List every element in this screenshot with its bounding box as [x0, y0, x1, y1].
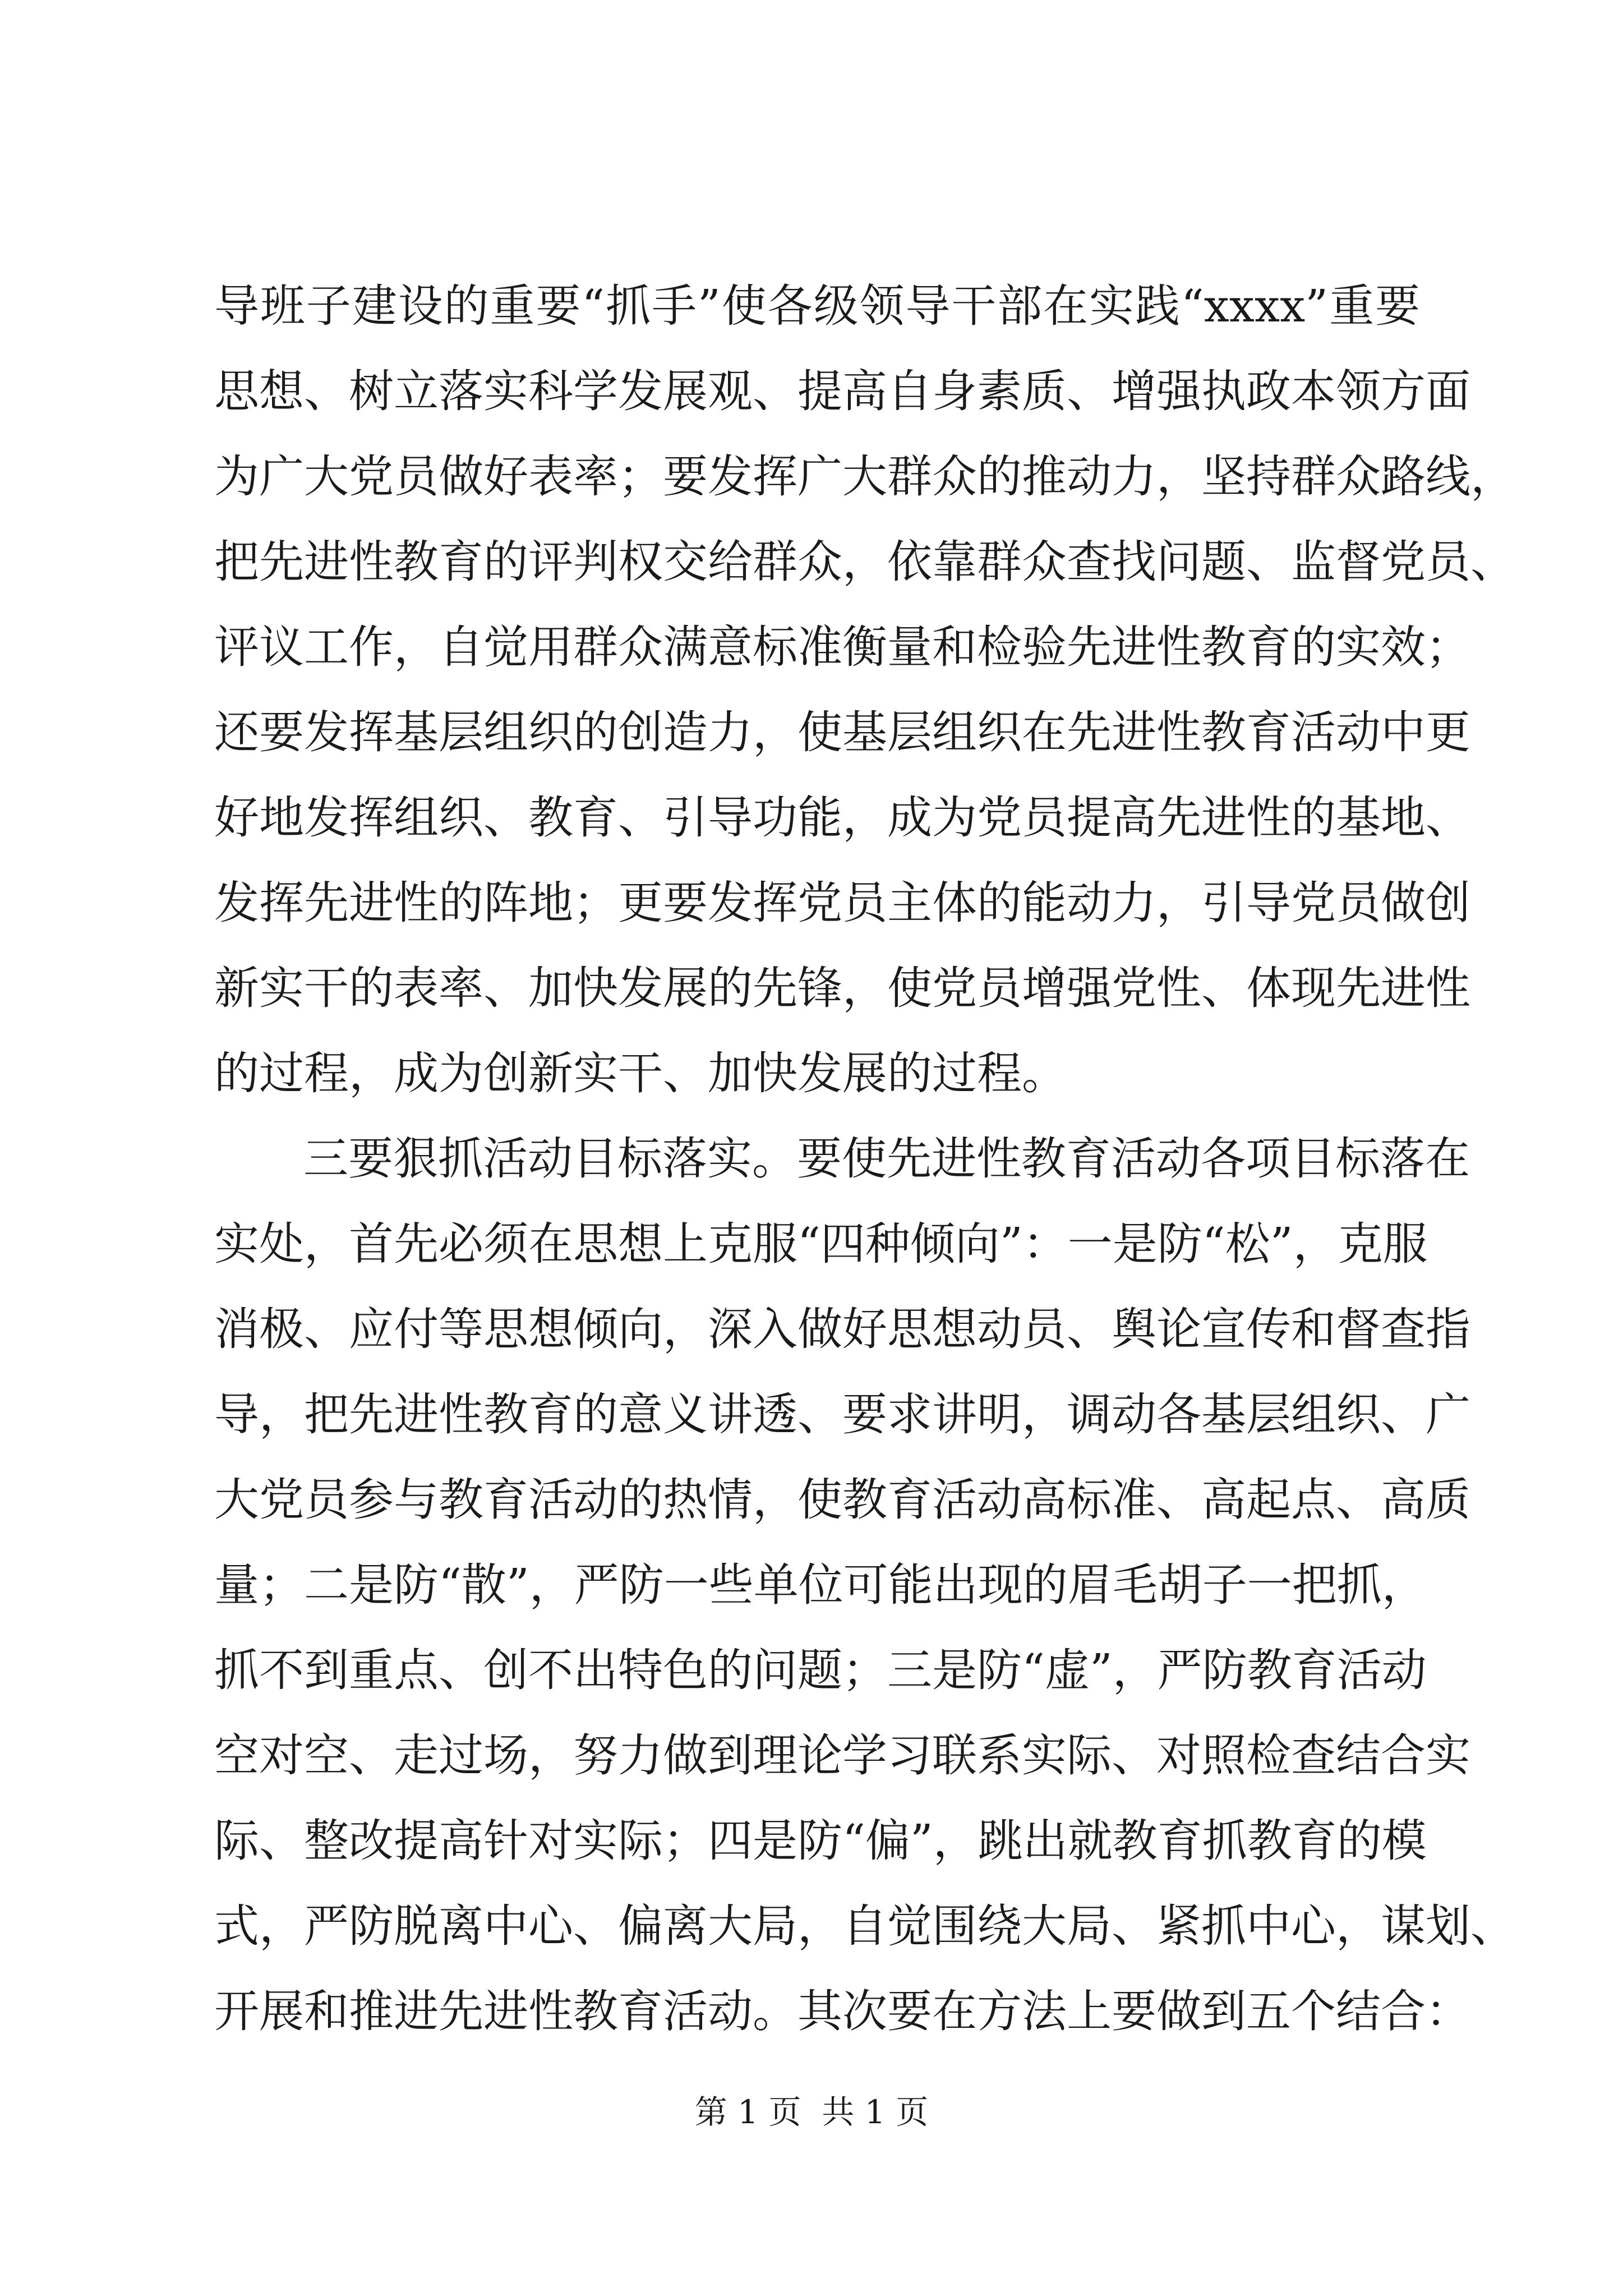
paragraph-first-line: 三要狠抓活动目标落实。要使先进性教育活动各项目标落在 [303, 1133, 1470, 1185]
body-text-line: 把先进性教育的评判权交给群众，依靠群众查找问题、监督党员、 [214, 536, 1515, 588]
body-text-line: 式，严防脱离中心、偏离大局，自觉围绕大局、紧抓中心，谋划、 [214, 1900, 1515, 1952]
body-text-line: 开展和推进先进性教育活动。其次要在方法上要做到五个结合： [214, 1985, 1470, 2037]
body-text-line: 导，把先进性教育的意义讲透、要求讲明，调动各基层组织、广 [214, 1388, 1470, 1441]
body-text-line: 导班子建设的重要“抓手”使各级领导干部在实践“xxxx”重要 [214, 280, 1420, 332]
body-text-line: 际、整改提高针对实际；四是防“偏”，跳出就教育抓教育的模 [214, 1815, 1427, 1867]
body-text-line: 发挥先进性的阵地；更要发挥党员主体的能动力，引导党员做创 [214, 877, 1470, 929]
page-footer [0, 2090, 1623, 2134]
body-text-line: 空对空、走过场，努力做到理论学习联系实际、对照检查结合实 [214, 1729, 1470, 1782]
body-text-line: 思想、树立落实科学发展观、提高自身素质、增强执政本领方面 [214, 365, 1470, 417]
page-number-label: 第 1 页 共 1 页 [694, 2093, 929, 2131]
body-text-line: 还要发挥基层组织的创造力，使基层组织在先进性教育活动中更 [214, 706, 1470, 758]
body-text-line: 消极、应付等思想倾向，深入做好思想动员、舆论宣传和督查指 [214, 1303, 1470, 1355]
body-text-line: 实处，首先必须在思想上克服“四种倾向”：一是防“松”，克服 [214, 1218, 1428, 1270]
body-text-line: 新实干的表率、加快发展的先锋，使党员增强党性、体现先进性 [214, 962, 1470, 1014]
body-text-line: 抓不到重点、创不出特色的问题；三是防“虚”，严防教育活动 [214, 1644, 1427, 1696]
body-text-line: 大党员参与教育活动的热情，使教育活动高标准、高起点、高质 [214, 1474, 1470, 1526]
body-text-line: 量；二是防“散”，严防一些单位可能出现的眉毛胡子一把抓， [214, 1559, 1427, 1611]
body-text-line: 评议工作，自觉用群众满意标准衡量和检验先进性教育的实效； [214, 621, 1470, 673]
body-text-line: 的过程，成为创新实干、加快发展的过程。 [214, 1047, 1067, 1099]
body-text-line: 好地发挥组织、教育、引导功能，成为党员提高先进性的基地、 [214, 792, 1470, 844]
body-text-line: 为广大党员做好表率；要发挥广大群众的推动力，坚持群众路线， [214, 450, 1515, 503]
